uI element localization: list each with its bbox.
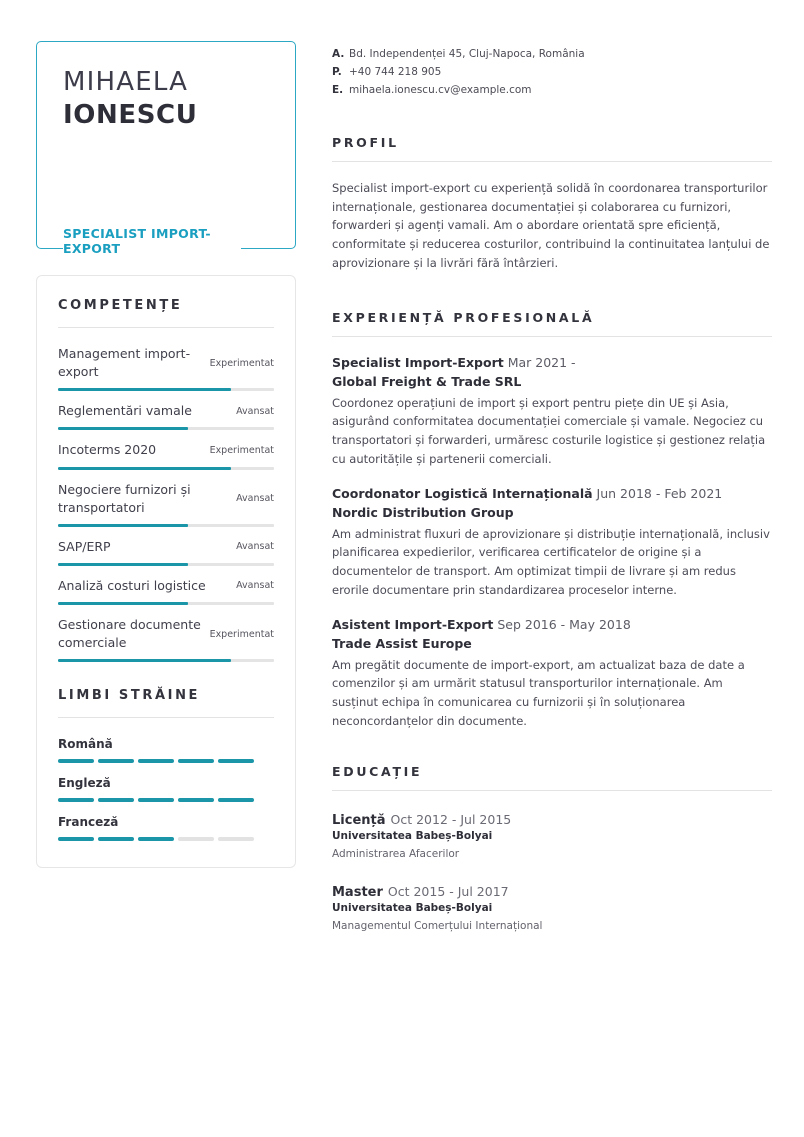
education-field: Administrarea Afacerilor xyxy=(332,848,460,861)
language-level-dot xyxy=(138,798,174,802)
language-level-dot xyxy=(218,837,254,841)
education-school: Universitatea Babeș-Bolyai xyxy=(332,830,493,843)
language-level-dots xyxy=(58,798,274,802)
skill-row xyxy=(58,402,274,420)
skill-row xyxy=(58,441,274,459)
skill-name: Analiză costuri logistice xyxy=(58,577,206,593)
contact-line xyxy=(332,63,772,81)
skill-item xyxy=(58,430,274,469)
skill-level: Avansat xyxy=(236,580,274,592)
language-item xyxy=(58,763,274,802)
experience-description: Coordonez operațiuni de import și export pentru piețe din UE și Asia, asigurând conformitatea documentației comerciale și vamale. Negociez cu transportatori și forwarderi, urmăresc costurile logistice și gestionez relația cu autoritățile și partenerii comerciali. xyxy=(332,395,766,466)
education-dates: Oct 2015 - Jul 2017 xyxy=(387,883,509,899)
experience-description: Am administrat fluxuri de aprovizionare și distribuție internațională, inclusiv planificarea expedierilor, verificarea certificatelor de origine și a documentelor de transport. Am optimizat timpii de livrare și am redus erorile documentare prin standardizarea proceselor interne. xyxy=(332,526,770,597)
skill-item xyxy=(58,566,274,605)
contact-list xyxy=(332,45,772,99)
experience-organization: Global Freight & Trade SRL xyxy=(332,374,522,390)
right-column xyxy=(332,45,772,935)
experience-entry-head xyxy=(332,616,772,635)
language-level-dots xyxy=(58,837,274,841)
skill-name: Gestionare documente comerciale xyxy=(58,617,201,651)
contact-key: P. xyxy=(332,66,342,79)
skill-item xyxy=(58,527,274,566)
skill-row xyxy=(58,481,274,517)
skill-bar-fill xyxy=(58,659,231,662)
education-entry xyxy=(332,809,772,863)
language-level-dot xyxy=(98,837,134,841)
experience-role: Asistent Import-Export xyxy=(332,617,494,633)
language-level-dot xyxy=(178,759,214,763)
contact-value: Bd. Independenței 45, Cluj-Napoca, România xyxy=(349,48,585,60)
language-level-dot xyxy=(178,798,214,802)
languages-heading: LIMBI STRĂINE xyxy=(58,688,274,718)
language-level-dot xyxy=(58,759,94,763)
skill-row xyxy=(58,345,274,381)
skill-bar-fill xyxy=(58,602,188,605)
language-level-dot xyxy=(178,837,214,841)
skill-row xyxy=(58,616,274,652)
profile-text: Specialist import-export cu experiență solidă în coordonarea transporturilor internaționale, gestionarea documentației și colaborarea cu furnizori, forwarderi și agenți vamali. Am o abordare orientată spre eficiență, conformitate și reducerea costurilor, contribuind la continuitatea lanțului de aprovizionare și la livrări fără întârzieri. xyxy=(332,181,770,270)
skill-name: Reglementări vamale xyxy=(58,403,192,419)
education-entry xyxy=(332,881,772,935)
skill-bar-track xyxy=(58,602,274,605)
skill-bar-track xyxy=(58,659,274,662)
skill-bar-track xyxy=(58,467,274,470)
skill-row xyxy=(58,577,274,595)
skill-level: Avansat xyxy=(236,493,274,505)
skill-item xyxy=(58,334,274,391)
language-level-dot xyxy=(98,759,134,763)
left-column xyxy=(36,41,296,868)
experience-entry xyxy=(332,616,772,730)
experience-heading: EXPERIENȚĂ PROFESIONALĂ xyxy=(332,310,772,337)
experience-entry xyxy=(332,485,772,599)
education-dates: Oct 2012 - Jul 2015 xyxy=(390,812,512,828)
experience-organization: Nordic Distribution Group xyxy=(332,505,514,521)
skills-list xyxy=(58,334,274,662)
contact-line xyxy=(332,45,772,63)
skill-name: Incoterms 2020 xyxy=(58,442,157,458)
skill-level: Experimentat xyxy=(209,628,274,640)
contact-value: +40 744 218 905 xyxy=(349,66,442,79)
experience-dates: Sep 2016 - May 2018 xyxy=(497,617,631,633)
skill-bar-fill xyxy=(58,563,188,566)
language-name: Franceză xyxy=(58,815,119,830)
experience-description: Am pregătit documente de import-export, am actualizat baza de date a comenzilor și am urmărit statusul transporturilor internaționale. Am susținut echipa în comunicarea cu furnizorii și în soluționarea neconcordanțelor din documente. xyxy=(332,657,745,728)
skill-item xyxy=(58,470,274,527)
name-card xyxy=(36,41,296,257)
skill-level: Experimentat xyxy=(209,444,274,456)
skill-level: Avansat xyxy=(236,541,274,553)
skill-bar-track xyxy=(58,388,274,391)
language-level-dot xyxy=(218,798,254,802)
experience-entry-head xyxy=(332,354,772,373)
language-level-dots xyxy=(58,759,274,763)
language-name: Română xyxy=(58,737,113,752)
experience-organization: Trade Assist Europe xyxy=(332,636,472,652)
skill-bar-fill xyxy=(58,427,188,430)
contact-line xyxy=(332,81,772,99)
language-level-dot xyxy=(138,837,174,841)
language-level-dot xyxy=(98,798,134,802)
education-degree: Licență xyxy=(332,813,386,829)
skill-name: Management import-export xyxy=(58,346,191,380)
education-entry-head xyxy=(332,809,772,828)
skill-bar-track xyxy=(58,563,274,566)
skill-row xyxy=(58,538,274,556)
skill-bar-fill xyxy=(58,524,188,527)
languages-list xyxy=(58,724,274,841)
first-name: MIHAELA xyxy=(63,67,189,97)
skills-heading: COMPETENȚE xyxy=(58,298,274,328)
experience-role: Coordonator Logistică Internațională xyxy=(332,486,593,502)
language-level-dot xyxy=(58,798,94,802)
education-entry-head xyxy=(332,881,772,900)
experience-list xyxy=(332,354,772,730)
experience-dates: Jun 2018 - Feb 2021 xyxy=(596,486,723,502)
language-name: Engleză xyxy=(58,776,111,791)
skill-bar-track xyxy=(58,524,274,527)
language-item xyxy=(58,724,274,763)
skill-level: Avansat xyxy=(236,405,274,417)
education-field: Managementul Comerțului Internațional xyxy=(332,919,543,932)
skill-bar-fill xyxy=(58,467,231,470)
job-title: SPECIALIST IMPORT-EXPORT xyxy=(63,223,241,260)
contact-value: mihaela.ionescu.cv@example.com xyxy=(349,84,532,97)
education-list xyxy=(332,809,772,934)
education-heading: EDUCAȚIE xyxy=(332,764,772,791)
education-degree: Master xyxy=(332,884,383,900)
education-school: Universitatea Babeș-Bolyai xyxy=(332,901,493,914)
skill-bar-fill xyxy=(58,388,231,391)
experience-entry xyxy=(332,354,772,468)
experience-dates: Mar 2021 - xyxy=(507,355,576,371)
skill-level: Experimentat xyxy=(209,357,274,369)
language-level-dot xyxy=(58,837,94,841)
contact-key: E. xyxy=(332,84,344,97)
experience-role: Specialist Import-Export xyxy=(332,355,504,371)
language-level-dot xyxy=(218,759,254,763)
skill-item xyxy=(58,605,274,662)
last-name: IONESCU xyxy=(63,99,198,130)
language-level-dot xyxy=(138,759,174,763)
profile-heading: PROFIL xyxy=(332,135,772,162)
skill-bar-track xyxy=(58,427,274,430)
language-item xyxy=(58,802,274,841)
skill-name: Negociere furnizori și transportatori xyxy=(58,481,191,515)
experience-entry-head xyxy=(332,485,772,504)
skill-name: SAP/ERP xyxy=(58,538,111,554)
sidebar-card xyxy=(36,275,296,868)
skill-item xyxy=(58,391,274,430)
contact-key: A. xyxy=(332,48,345,60)
